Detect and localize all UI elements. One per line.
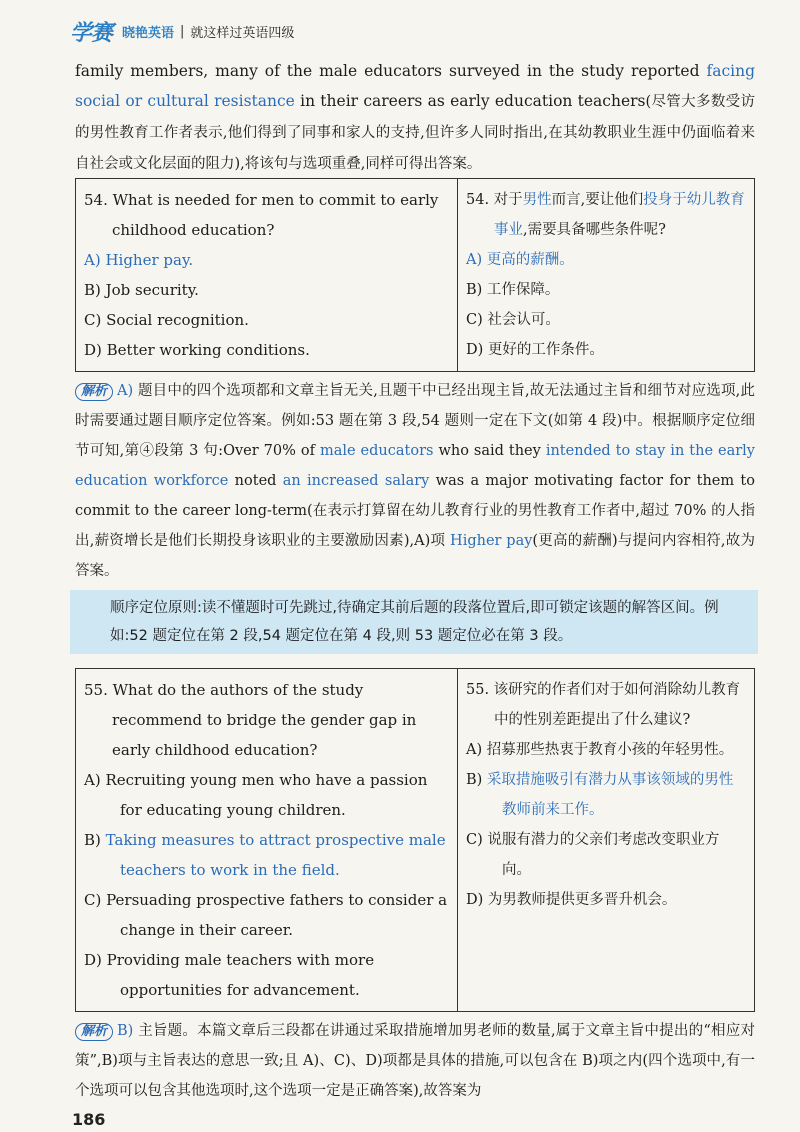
stem-cn-highlight: 男性 (522, 192, 552, 208)
intro-paragraph (75, 56, 755, 179)
option-b-cn (466, 765, 746, 825)
option-b-cn: B) 工作保障。 (466, 282, 560, 298)
option-b-text: Taking measures to attract prospective male teachers to work in the field. (105, 831, 446, 879)
question-55-table (75, 668, 755, 1012)
question-54-table (75, 178, 755, 372)
analysis-highlight: Higher pay (450, 533, 533, 549)
intro-text-rest: in their careers as early education teachers (294, 92, 646, 110)
page-number: 186 (72, 1110, 106, 1129)
stem-cn-part: ,需要具备哪些条件呢? (523, 222, 666, 238)
stem-cn-part: 而言,要让他们 (551, 192, 644, 208)
running-header (70, 14, 294, 48)
option-d-en: D) Providing male teachers with more opportunities for advancement. (84, 951, 375, 999)
question-55-english (76, 669, 458, 1012)
question-54-stem: 54. What is needed for men to commit to early childhood education? (84, 191, 439, 239)
question-54-english (76, 179, 458, 372)
option-d-en: D) Better working conditions. (84, 341, 310, 359)
analysis-text: was a major motivating factor for them to commit to the career long-term(在表示打算留在幼儿教育行业的男性教育工作者中,超过 70% 的人指出,薪资增长是他们长期投身该职业的主要激励因素),A)项 (75, 473, 755, 549)
option-b-en: B) Job security. (84, 281, 199, 299)
analysis-highlight: male educators (319, 443, 434, 459)
question-54-stem-cn (466, 185, 746, 245)
question-54-chinese (458, 179, 755, 372)
series-title: 就这样过英语四级 (190, 25, 295, 41)
stem-cn-highlight: 投身于幼儿教育事业 (494, 192, 745, 238)
analysis-highlight: an increased salary (282, 473, 430, 489)
option-a-en: A) Recruiting young men who have a passion for educating young children. (84, 771, 428, 819)
answer-label: B) (117, 1023, 134, 1039)
analysis-text: noted (228, 473, 283, 489)
answer-label: A) (117, 383, 134, 399)
tip-box (70, 590, 758, 654)
analysis-text: who said they (433, 443, 546, 459)
option-c-en: C) Persuading prospective fathers to consider a change in their career. (84, 891, 448, 939)
intro-chinese: (尽管大多数受访的男性教育工作者表示,他们得到了同事和家人的支持,但许多人同时指出,在其幼教职业生涯中仍面临着来自社会或文化层面的阻力),将该句与选项重叠,同样可得出答案。 (75, 94, 755, 172)
question-55-stem-cn: 55. 该研究的作者们对于如何消除幼儿教育中的性别差距提出了什么建议? (466, 682, 741, 728)
question-55-chinese (458, 669, 755, 1012)
analysis-text: 主旨题。本篇文章后三段都在讲通过采取措施增加男老师的数量,属于文章主旨中提出的“相应对策”,B)项与主旨表达的意思一致;且 A)、C)、D)项都是具体的措施,可以包含在 B)项之内(四个选项中,有一个选项可以包含其他选项时,这个选项一定是正确答案),故答案为 (75, 1023, 755, 1099)
analysis-highlight: intended to stay in the early education workforce (75, 443, 755, 489)
analysis-text: (更高的薪酬)与提问内容相符,故为答案。 (75, 533, 755, 579)
intro-text: family members, many of the male educators surveyed in the study reported (75, 62, 707, 80)
option-c-en: C) Social recognition. (84, 311, 249, 329)
option-c-cn: C) 社会认可。 (466, 312, 560, 328)
tip-text: 顺序定位原则:读不懂题时可先跳过,待确定其前后题的段落位置后,即可锁定该题的解答区间。例如:52 题定位在第 2 段,54 题定位在第 4 段,则 53 题定位必在第 3 段。 (110, 600, 719, 644)
stem-cn-part: 54. 对于 (466, 192, 523, 208)
option-prefix: B) (466, 772, 487, 788)
option-b-cn-text: 采取措施吸引有潜力从事该领域的男性教师前来工作。 (486, 772, 734, 818)
analysis-54 (75, 376, 755, 586)
header-separator: | (180, 23, 185, 39)
option-a-cn: A) 招募那些热衷于教育小孩的年轻男性。 (466, 742, 734, 758)
analysis-tag: 解析 (75, 383, 113, 401)
option-prefix: B) (84, 831, 106, 849)
question-55-stem: 55. What do the authors of the study recommend to bridge the gender gap in early childhood education? (84, 681, 417, 759)
intro-highlight: facing social or cultural resistance (75, 62, 755, 110)
brand-name: 晓艳英语 (122, 25, 175, 41)
option-d-cn: D) 为男教师提供更多晋升机会。 (466, 892, 677, 908)
option-d-cn: D) 更好的工作条件。 (466, 342, 604, 358)
option-a-cn: A) 更高的薪酬。 (466, 252, 574, 268)
publisher-logo: 学赛 (70, 20, 113, 46)
analysis-tag: 解析 (75, 1023, 113, 1041)
option-c-cn: C) 说服有潜力的父亲们考虑改变职业方向。 (466, 832, 720, 878)
option-a-en: A) Higher pay. (84, 251, 194, 269)
analysis-55 (75, 1016, 755, 1106)
option-b-en (84, 825, 449, 885)
analysis-text: 题目中的四个选项都和文章主旨无关,且题干中已经出现主旨,故无法通过主旨和细节对应选项,此时需要通过题目顺序定位答案。例如:53 题在第 3 段,54 题则一定在下文(如第 4 段)中。根据顺序定位细节可知,第④段第 3 句:Over 70% of (75, 383, 755, 459)
